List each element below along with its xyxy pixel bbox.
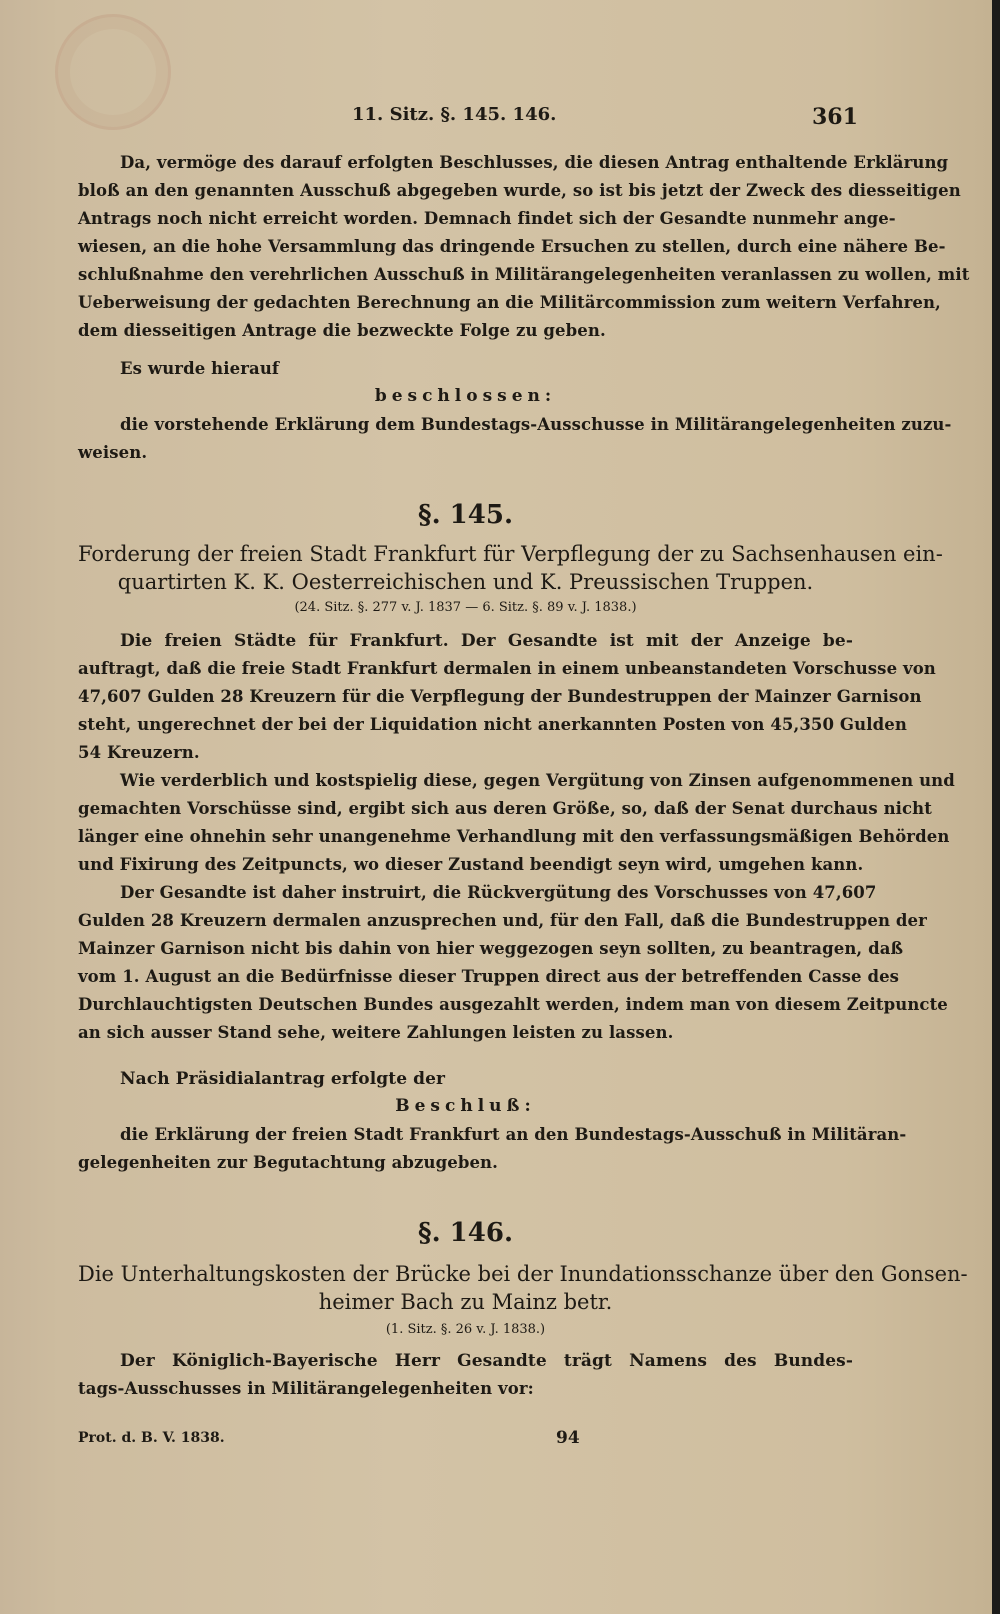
body-line: Wie verderblich und kostspielig diese, gegen Vergütung von Zinsen aufgenommenen und [120,771,955,790]
resolution-keyword: beschlossen: [374,386,557,406]
intro-line: Antrags noch nicht erreicht worden. Demnach findet sich der Gesandte nunmehr ange- [78,209,896,228]
footer-sheet-number: 94 [556,1428,580,1448]
section-reference: (24. Sitz. §. 277 v. J. 1837 — 6. Sitz. §. 89 v. J. 1838.) [294,600,637,615]
body-line: an sich ausser Stand sehe, weitere Zahlungen leisten zu lassen. [78,1023,674,1042]
resolution-keyword: Beschluß: [395,1096,536,1116]
intro-line: wiesen, an die hohe Versammlung das dringende Ersuchen zu stellen, durch eine nähere Be- [78,237,946,256]
section-number: §. 145. [417,500,514,530]
resolution-lead: Nach Präsidialantrag erfolgte der [120,1069,446,1089]
body-line: Gulden 28 Kreuzern dermalen anzusprechen und, für den Fall, daß die Bundestruppen der [78,911,927,930]
body-line: gemachten Vorschüsse sind, ergibt sich aus deren Größe, so, daß der Senat durchaus nicht [78,799,932,818]
intro-line: bloß an den genannten Ausschuß abgegeben wurde, so ist bis jetzt der Zweck des diesseitigen [78,181,961,200]
section-number: §. 146. [417,1218,514,1248]
footer-signature: Prot. d. B. V. 1838. [78,1430,225,1446]
resolution-line: die Erklärung der freien Stadt Frankfurt an den Bundestags-Ausschuß in Militäran- [120,1125,907,1144]
section-title: heimer Bach zu Mainz betr. [318,1290,613,1314]
section-title: Forderung der freien Stadt Frankfurt für Verpflegung der zu Sachsenhausen ein- [78,542,943,566]
resolution-line: gelegenheiten zur Begutachtung abzugeben. [78,1153,498,1172]
body-line: 47,607 Gulden 28 Kreuzern für die Verpflegung der Bundestruppen der Mainzer Garnison [78,687,922,706]
body-line: Mainzer Garnison nicht bis dahin von hier weggezogen seyn sollten, zu beantragen, daß [78,939,904,958]
scan-edge [992,0,1000,1614]
body-line: und Fixirung des Zeitpuncts, wo dieser Zustand beendigt seyn wird, umgehen kann. [78,855,864,874]
section-title: quartirten K. K. Oesterreichischen und K. Preussischen Truppen. [117,570,814,594]
body-line: 54 Kreuzern. [78,743,200,762]
intro-line: Ueberweisung der gedachten Berechnung an die Militärcommission zum weitern Verfahren, [78,293,941,312]
body-line: Der Gesandte ist daher instruirt, die Rückvergütung des Vorschusses von 47,607 [120,883,877,902]
body-line: länger eine ohnehin sehr unangenehme Verhandlung mit den verfassungsmäßigen Behörden [78,827,950,846]
intro-line: dem diesseitigen Antrage die bezweckte Folge zu geben. [78,321,606,340]
body-line: Die freien Städte für Frankfurt. Der Gesandte ist mit der Anzeige be- [120,631,853,651]
intro-line: schlußnahme den verehrlichen Ausschuß in Militärangelegenheiten veranlassen zu wollen, mit [78,265,970,284]
section-reference: (1. Sitz. §. 26 v. J. 1838.) [385,1322,546,1337]
body-line: vom 1. August an die Bedürfnisse dieser Truppen direct aus der betreffenden Casse des [78,967,900,986]
body-line: Durchlauchtigsten Deutschen Bundes ausgezahlt werden, indem man von diesem Zeitpuncte [78,995,948,1014]
section-title: Die Unterhaltungskosten der Brücke bei der Inundationsschanze über den Gonsen- [78,1262,968,1286]
body-line: tags-Ausschusses in Militärangelegenheiten vor: [78,1379,534,1398]
resolution-line: weisen. [78,443,148,462]
body-line: steht, ungerechnet der bei der Liquidation nicht anerkannten Posten von 45,350 Gulden [78,715,907,734]
library-stamp [55,14,171,130]
body-line: Der Königlich-Bayerische Herr Gesandte trägt Namens des Bundes- [120,1351,853,1371]
resolution-lead: Es wurde hierauf [120,359,280,378]
resolution-line: die vorstehende Erklärung dem Bundestags-Ausschusse in Militärangelegenheiten zuzu- [120,415,952,434]
running-header: 11. Sitz. §. 145. 146. [352,104,557,125]
page-number: 361 [812,104,858,130]
intro-line: Da, vermöge des darauf erfolgten Beschlusses, die diesen Antrag enthaltende Erklärung [120,153,949,172]
body-line: auftragt, daß die freie Stadt Frankfurt dermalen in einem unbeanstandeten Vorschusse von [78,659,936,678]
